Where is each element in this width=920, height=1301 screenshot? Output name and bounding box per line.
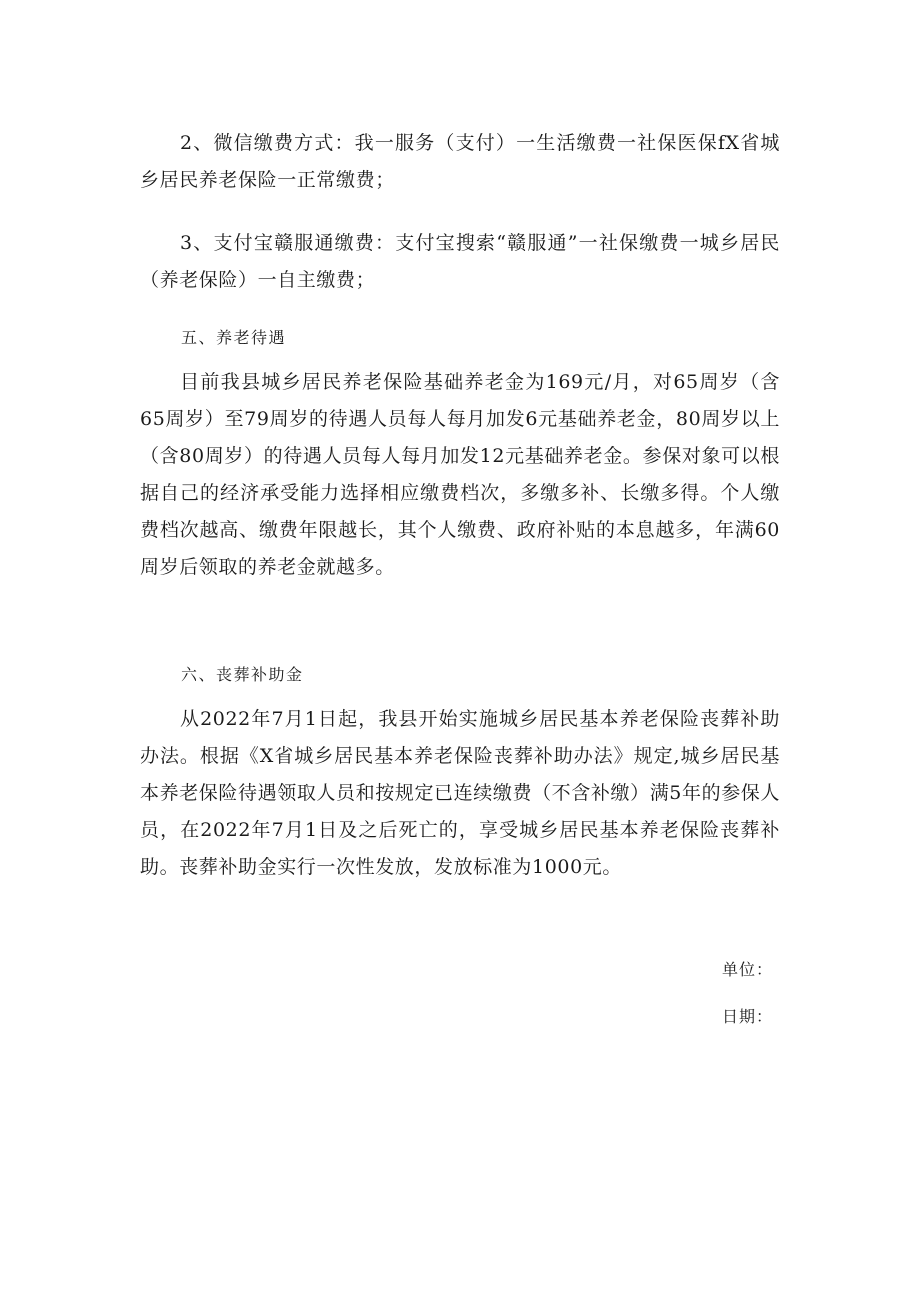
payment-method-wechat: 2、微信缴费方式：我一服务（支付）一生活缴费一社保医保fX省城乡居民养老保险一正常缴费； [140,132,780,191]
payment-method-alipay: 3、支付宝赣服通缴费：支付宝搜索“赣服通”一社保缴费一城乡居民（养老保险）一自主缴费； [140,232,780,291]
signature-unit-label: 单位： [722,960,774,979]
section-heading-funeral-subsidy: 六、丧葬补助金 [181,665,304,684]
section-body-funeral-subsidy: 从2022年7月1日起，我县开始实施城乡居民基本养老保险丧葬补助办法。根据《X省城乡居民基本养老保险丧葬补助办法》规定,城乡居民基本养老保险待遇领取人员和按规定已连续缴费（不含补缴）满5年的参保人员，在2022年7月1日及之后死亡的，享受城乡居民基本养老保险丧葬补助。丧葬补助金实行一次性发放，发放标准为1000元。 [140,708,780,878]
section-body-pension-benefits: 目前我县城乡居民养老保险基础养老金为169元/月，对65周岁（含65周岁）至79周岁的待遇人员每人每月加发6元基础养老金，80周岁以上（含80周岁）的待遇人员每人每月加发12元基础养老金。参保对象可以根据自己的经济承受能力选择相应缴费档次，多缴多补、长缴多得。个人缴费档次越高、缴费年限越长，其个人缴费、政府补贴的本息越多，年满60周岁后领取的养老金就越多。 [140,371,780,578]
section-heading-pension-benefits: 五、养老待遇 [181,328,287,347]
signature-date-label: 日期： [722,1007,774,1026]
